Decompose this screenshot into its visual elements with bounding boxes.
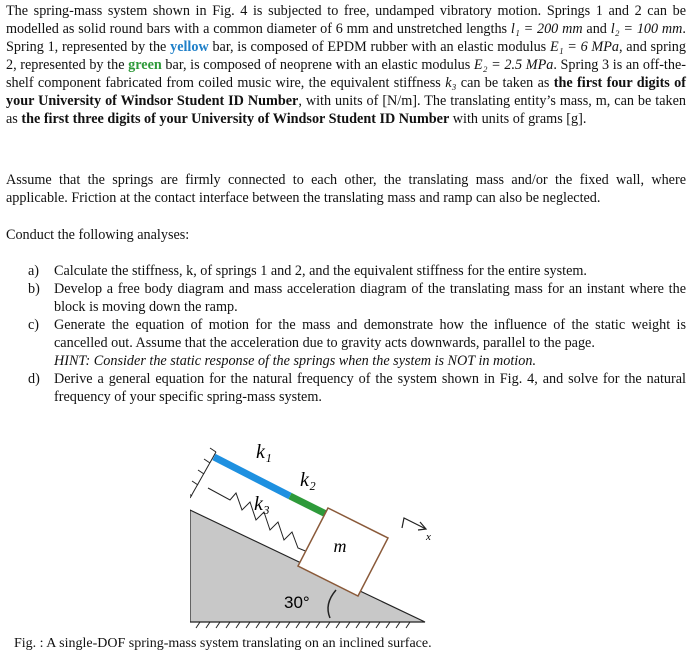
hint-text: HINT: Consider the static response of the springs when the system is NOT in motion. xyxy=(54,353,536,369)
task-item: d) Derive a general equation for the natural frequency of the system shown in Fig. 4, and solve for the natural frequency of your specific spring-mass system. xyxy=(28,371,686,405)
spring-2-bar xyxy=(290,496,328,515)
green-word: green xyxy=(128,57,162,73)
task-item: c) Generate the equation of motion for the mass and demonstrate how the influence of the static weight is cancelled out. Assume that the acceleration due to gravity acts downwards, parallel to the page. HINT: Consider the static response of the springs when the system is NOT in motion. xyxy=(28,317,686,369)
spring-mass-figure xyxy=(190,430,440,630)
ground-hatch xyxy=(190,622,425,628)
spring-1-bar xyxy=(214,457,290,496)
x-label: x xyxy=(426,531,431,543)
task-list xyxy=(6,262,686,406)
task-item: a) Calculate the stiffness, k, of springs 1 and 2, and the equivalent stiffness for the entire system. xyxy=(28,263,587,279)
analyses-intro: Conduct the following analyses: xyxy=(6,227,190,243)
k3-label: k₃ xyxy=(254,493,270,515)
assumptions-paragraph: Assume that the springs are firmly connected to each other, the translating mass and/or the fixed wall, where applicable. Friction at the contact interface between the translating mass and ramp can also be neglected. xyxy=(6,172,686,206)
x-axis-arrow xyxy=(402,518,426,529)
mass-label: m xyxy=(333,536,347,556)
k1-label: k₁ xyxy=(256,441,272,463)
angle-label: 30° xyxy=(284,593,310,612)
problem-statement: The spring-mass system shown in Fig. 4 is subjected to free, undamped vibratory motion. Springs 1 and 2 can be modelled as solid round bars with a common diameter of 6 mm and unstretched lengths l₁ = 200 mm and l₂ = 100 mm. Spring 1, represented by the yellow bar, is composed of EPDM rubber with an elastic modulus E₁ = 6 MPa, and spring 2, represented by the green bar, is composed of neoprene with an elastic modulus E₂ = 2.5 MPa. Spring 3 is an off-the-shelf component fabricated from coiled music wire, the equivalent stiffness k₃ can be taken as the first four digits of your University of Windsor Student ID Number, with units of [N/m]. The translating entity’s mass, m, can be taken as the first three digits of your University of Windsor Student ID Number with units of grams [g]. xyxy=(6,3,687,127)
k2-label: k₂ xyxy=(300,469,316,491)
yellow-word: yellow xyxy=(170,39,209,55)
task-item: b) Develop a free body diagram and mass acceleration diagram of the translating mass for an instant where the block is moving down the ramp. xyxy=(28,281,686,315)
figure-caption: Fig. : A single-DOF spring-mass system translating on an inclined surface. xyxy=(14,636,432,651)
